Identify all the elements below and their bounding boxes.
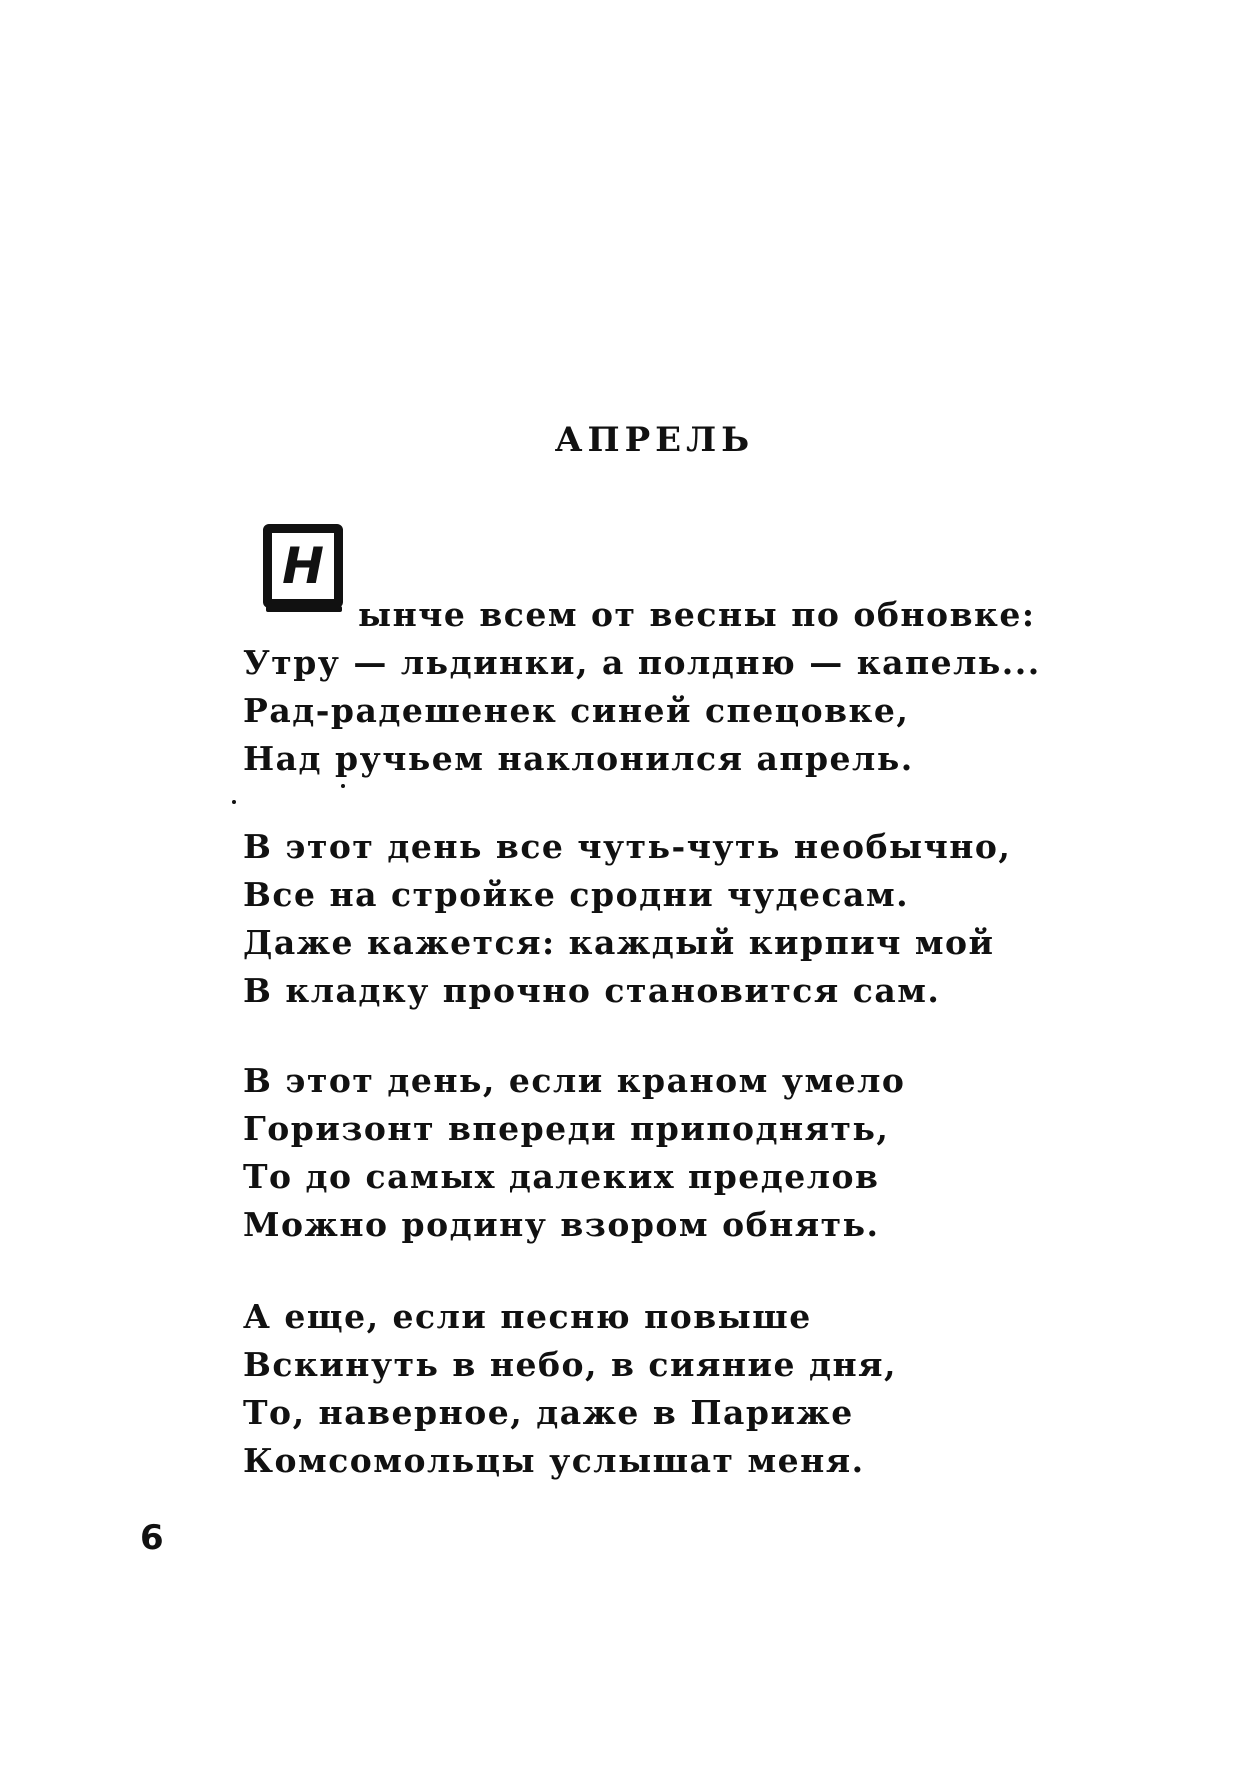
page-number: 6 bbox=[140, 1518, 164, 1558]
poem-line: А еще, если песню повыше bbox=[243, 1297, 812, 1336]
poem-title: АПРЕЛЬ bbox=[554, 420, 755, 460]
drop-cap-initial bbox=[263, 524, 343, 608]
poem-line: Даже кажется: каждый кирпич мой bbox=[243, 923, 995, 962]
poem-line: В этот день, если краном умело bbox=[243, 1061, 906, 1100]
poem-line: Все на стройке сродни чудесам. bbox=[243, 875, 910, 914]
poem-line: Можно родину взором обнять. bbox=[243, 1205, 880, 1244]
drop-cap-letter: Н bbox=[282, 537, 324, 595]
poem-line: Вскинуть в небо, в сияние дня, bbox=[243, 1345, 897, 1384]
print-speck bbox=[341, 784, 345, 788]
poem-line: Комсомольцы услышат меня. bbox=[243, 1441, 865, 1480]
poem-line: То до самых далеких пределов bbox=[243, 1157, 880, 1196]
poem-line: Рад-радешенек синей спецовке, bbox=[243, 691, 910, 730]
drop-cap-underline bbox=[266, 606, 342, 612]
poem-line: В этот день все чуть-чуть необычно, bbox=[243, 827, 1012, 866]
poem-line: ынче всем от весны по обновке: bbox=[358, 595, 1036, 634]
print-speck bbox=[232, 800, 236, 804]
poem-line: Утру — льдинки, а полдню — капель... bbox=[243, 643, 1041, 682]
poem-line: В кладку прочно становится сам. bbox=[243, 971, 941, 1010]
poem-line: То, наверное, даже в Париже bbox=[243, 1393, 854, 1432]
poem-line: Над ручьем наклонился апрель. bbox=[243, 739, 914, 778]
poem-line: Горизонт впереди приподнять, bbox=[243, 1109, 890, 1148]
